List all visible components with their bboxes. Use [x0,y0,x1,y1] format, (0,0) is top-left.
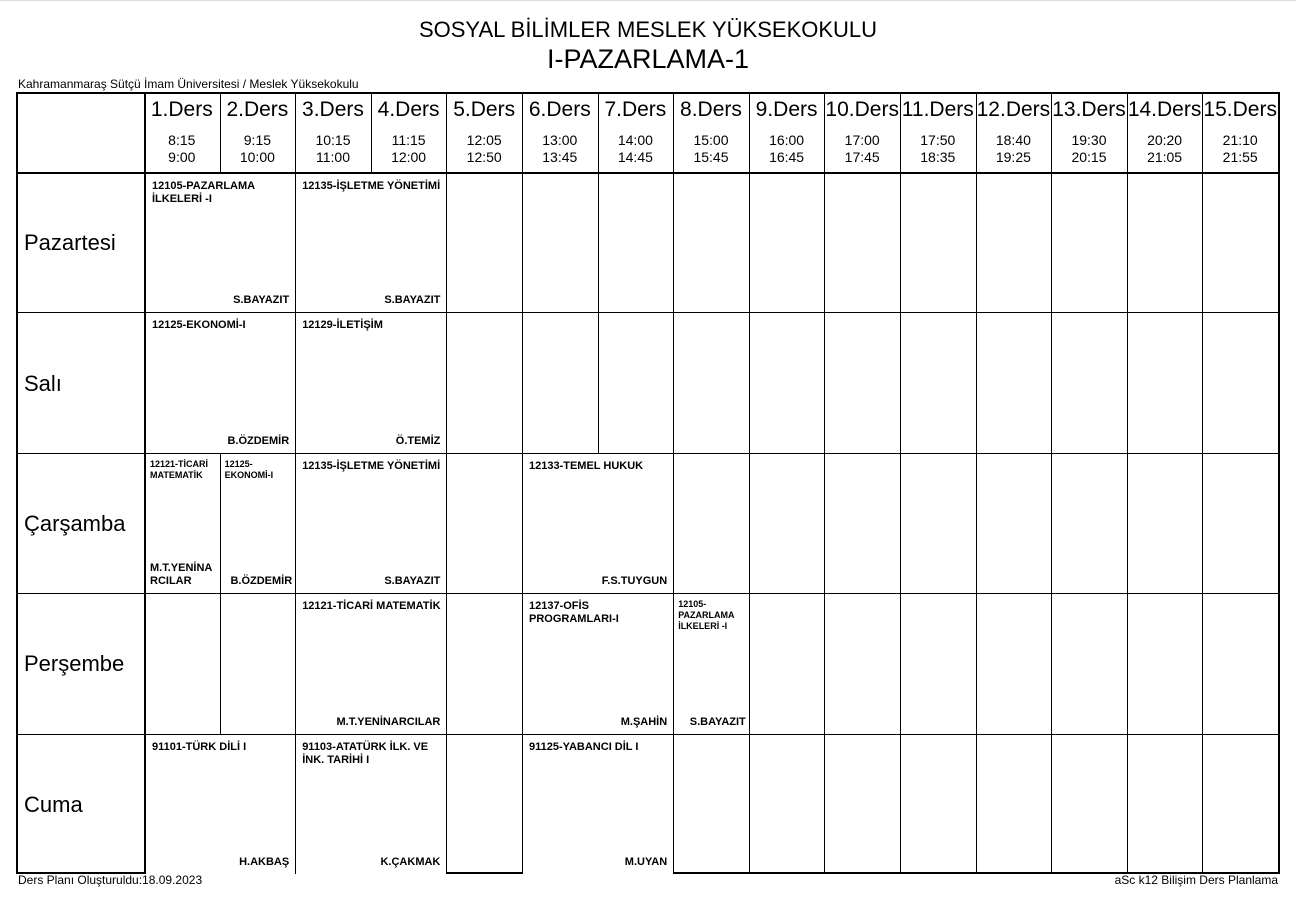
period-time [371,132,447,166]
period-header [371,94,447,172]
lesson-subject: 91101-TÜRK DİLİ I [152,740,247,753]
school-title: SOSYAL BİLİMLER MESLEK YÜKSEKOKULU [418,17,878,42]
period-end: 21:05 [1147,149,1183,165]
grid-column-line [749,94,750,872]
lesson-subject: 12135-İŞLETME YÖNETİMİ [302,459,441,472]
period-end: 11:00 [315,149,350,165]
period-end: 9:00 [168,149,196,165]
period-start: 19:30 [1071,132,1107,148]
period-label: 15.Ders [1203,98,1277,121]
period-end: 12:00 [391,149,427,165]
period-label: 10.Ders [825,98,899,121]
lesson-teacher: S.BAYAZIT [384,575,441,588]
period-time [749,132,825,166]
period-time [295,132,371,166]
period-start: 21:10 [1222,132,1258,148]
period-header [220,94,296,172]
lesson-teacher: K.ÇAKMAK [380,855,441,868]
period-start: 14:00 [617,132,653,148]
period-start: 18:40 [995,132,1031,148]
lesson-teacher: M.UYAN [624,855,668,868]
day-label: Cuma [24,791,83,817]
period-label: 2.Ders [226,98,289,121]
period-time [144,132,220,166]
period-header [1202,94,1278,172]
lesson-subject: 12133-TEMEL HUKUK [529,459,644,472]
period-end: 19:25 [995,149,1031,165]
period-end: 17:45 [844,149,880,165]
period-time [1051,132,1127,166]
lesson-subject: 12135-İŞLETME YÖNETİMİ [302,180,441,192]
period-label: 11.Ders [901,98,974,121]
period-header [673,94,749,172]
period-header [1127,94,1203,172]
period-end: 15:45 [693,149,729,165]
period-end: 16:45 [769,149,805,165]
period-header [295,94,371,172]
timetable-grid [16,92,1280,874]
period-label: 7.Ders [604,98,667,121]
lesson-card[interactable] [296,735,447,874]
period-end: 18:35 [920,149,956,165]
lesson-teacher: B.ÖZDEMİR [227,434,290,447]
period-label: 1.Ders [150,98,213,121]
lesson-teacher: M.T.YENİNARCILAR [150,562,213,588]
software-credit: aSc k12 Bilişim Ders Planlama [1114,873,1278,887]
period-start: 13:00 [542,132,578,148]
period-time [1127,132,1203,166]
lesson-teacher: M.T.YENİNARCILAR [336,715,441,728]
period-end: 10:00 [239,149,275,165]
lesson-card[interactable] [146,313,296,452]
period-end: 21:55 [1222,149,1258,165]
lesson-teacher: S.BAYAZIT [689,715,746,728]
period-label: 3.Ders [302,98,364,121]
lesson-subject: 12125-EKONOMİ-I [224,458,274,480]
lesson-subject: 12121-TİCARİ MATEMATİK [150,458,209,480]
day-label: Çarşamba [24,511,126,536]
lesson-subject: 12125-EKONOMİ-I [152,319,246,332]
period-label: 6.Ders [528,98,591,121]
period-header [900,94,976,172]
grid-column-line [1127,94,1128,872]
created-date: Ders Planı Oluşturuldu:18.09.2023 [18,873,203,887]
period-end: 12:50 [466,149,502,165]
class-title: I-PAZARLAMA-1 [546,44,750,74]
grid-column-line [900,94,901,872]
period-start: 20:20 [1147,132,1183,148]
lesson-card[interactable] [146,735,296,874]
period-header [144,94,220,172]
lesson-teacher: Ö.TEMİZ [395,434,441,447]
period-time [900,132,976,166]
period-time [1202,132,1278,166]
lesson-teacher: F.S.TUYGUN [601,575,668,588]
period-start: 12:05 [466,132,502,148]
lesson-card[interactable] [296,313,447,452]
period-label: 5.Ders [453,98,516,121]
period-label: 8.Ders [680,98,742,121]
lesson-subject: 12121-TİCARİ MATEMATİK [302,600,441,613]
period-time [598,132,674,166]
lesson-subject: 91103-ATATÜRK İLK. VE İNK. TARİHİ I [302,740,429,766]
lesson-card[interactable] [296,454,447,593]
lesson-teacher: B.ÖZDEMİR [230,575,293,588]
period-label: 12.Ders [976,98,1051,121]
period-start: 9:15 [243,132,272,148]
institution-label: Kahramanmaraş Sütçü İmam Üniversitesi / Meslek Yüksekokulu [18,77,359,91]
lesson-teacher: S.BAYAZIT [233,294,290,307]
grid-column-line [1051,94,1052,872]
period-label: 9.Ders [755,98,818,121]
period-start: 11:15 [391,132,426,148]
lesson-card[interactable] [296,174,447,312]
period-time [976,132,1052,166]
grid-column-line [824,94,825,872]
period-time [522,132,598,166]
period-header [749,94,825,172]
period-start: 16:00 [769,132,805,148]
period-time [220,132,296,166]
period-header [446,94,522,172]
lesson-card[interactable] [146,174,296,312]
lesson-subject: 12105-PAZARLAMA İLKELERİ -I [152,180,255,205]
grid-column-line [1202,94,1203,872]
lesson-subject: 12105-PAZARLAMA İLKELERİ -I [678,599,735,632]
period-header [1051,94,1127,172]
period-label: 14.Ders [1127,98,1202,121]
period-end: 14:45 [617,149,653,165]
lesson-card[interactable] [146,454,221,593]
period-start: 8:15 [168,132,196,148]
lesson-card[interactable] [296,594,447,733]
day-label: Perşembe [24,651,125,677]
lesson-teacher: M.ŞAHİN [620,715,668,728]
period-start: 17:50 [920,132,956,148]
day-label: Pazartesi [24,230,116,256]
lesson-card[interactable] [523,735,674,874]
lesson-teacher: H.AKBAŞ [239,855,290,868]
period-time [446,132,522,166]
lesson-subject: 91125-YABANCI DİL I [529,740,639,753]
period-header [976,94,1052,172]
period-start: 10:15 [315,132,351,148]
period-time [824,132,900,166]
lesson-subject: 12129-İLETİŞİM [302,319,383,332]
period-start: 15:00 [693,132,729,148]
top-border-line [0,0,1296,1]
period-label: 4.Ders [377,98,440,121]
period-start: 17:00 [844,132,880,148]
period-end: 13:45 [542,149,578,165]
lesson-subject: 12137-OFİS PROGRAMLARI-I [529,600,619,626]
lesson-card[interactable] [523,594,674,733]
lesson-card[interactable] [523,454,674,593]
period-header [824,94,900,172]
period-time [673,132,749,166]
day-label: Salı [24,370,62,396]
lesson-teacher: S.BAYAZIT [384,294,441,307]
lesson-card[interactable] [221,454,297,593]
lesson-card[interactable] [674,594,750,733]
grid-column-line [976,94,977,872]
period-header [598,94,674,172]
period-end: 20:15 [1071,149,1107,165]
period-header [522,94,598,172]
period-label: 13.Ders [1052,98,1126,121]
